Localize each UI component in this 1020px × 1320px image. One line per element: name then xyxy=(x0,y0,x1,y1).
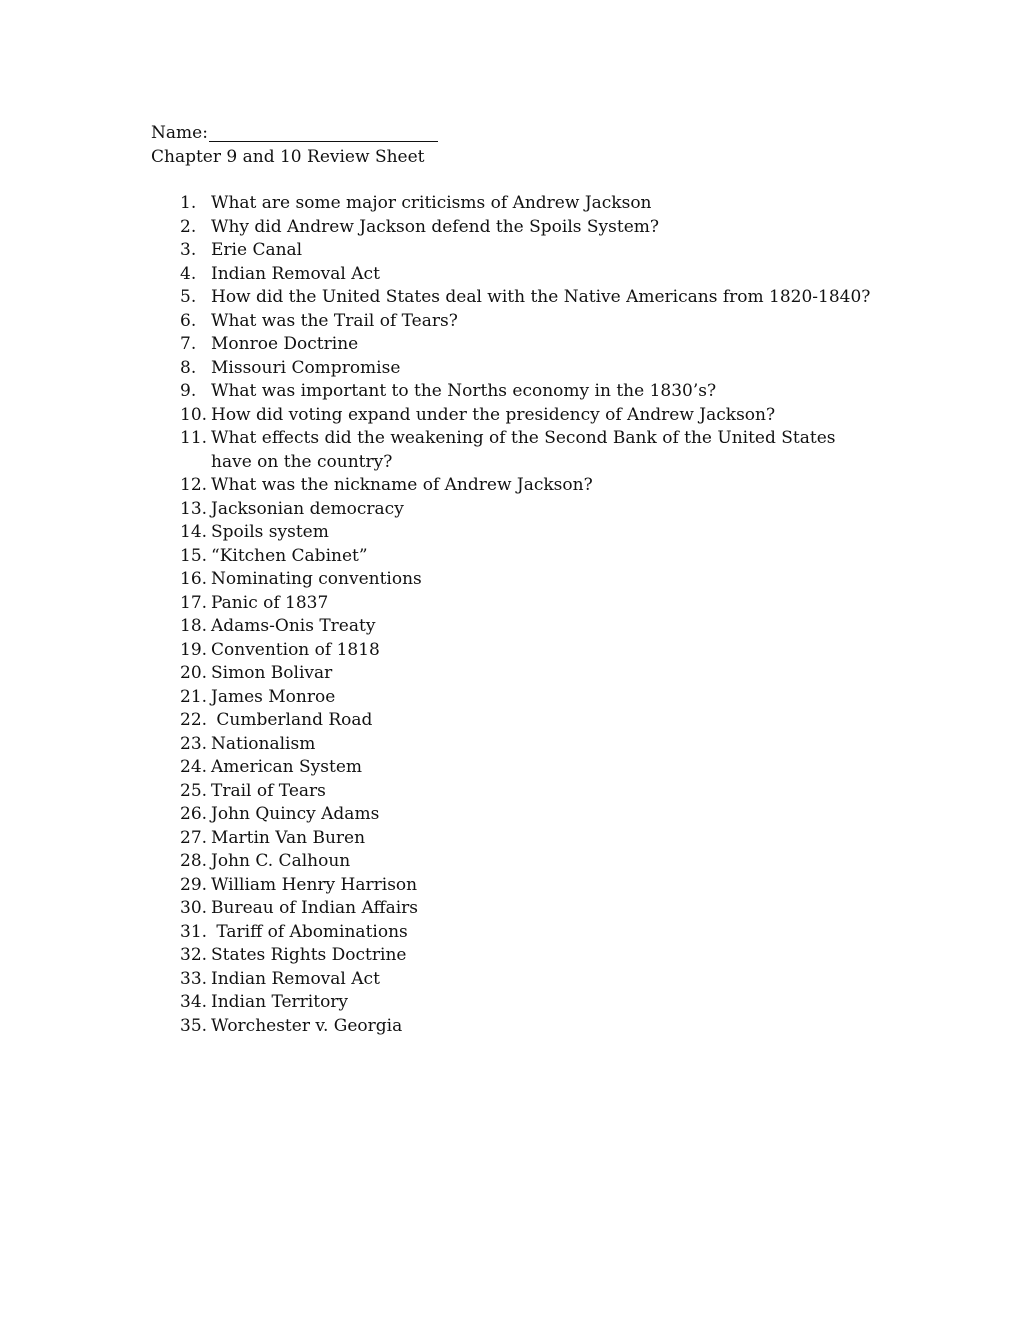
review-item-number: 24. xyxy=(180,757,208,777)
sheet-title: Chapter 9 and 10 Review Sheet xyxy=(151,147,425,167)
review-item xyxy=(180,357,880,381)
review-item-number: 27. xyxy=(180,827,208,848)
review-item xyxy=(180,874,880,898)
review-item xyxy=(180,897,880,921)
review-item-number: 30. xyxy=(180,898,208,918)
review-item xyxy=(180,404,880,428)
review-item-number: 8. xyxy=(180,357,197,378)
review-item-text: John Quincy Adams xyxy=(211,804,380,824)
review-item-text: How did the United States deal with the Native Americans from 1820-1840? xyxy=(211,287,871,307)
review-item-text: American System xyxy=(211,757,363,777)
review-item-text: Adams-Onis Treaty xyxy=(211,616,376,636)
review-item xyxy=(180,639,880,663)
review-item-number: 29. xyxy=(180,874,208,895)
review-item xyxy=(180,921,880,945)
review-item-text: John C. Calhoun xyxy=(211,851,351,871)
review-item xyxy=(180,733,880,757)
review-item xyxy=(180,521,880,545)
review-item-number: 20. xyxy=(180,663,208,683)
review-item xyxy=(180,850,880,874)
review-item-text: What effects did the weakening of the Second Bank of the United States have on the country? xyxy=(211,428,841,472)
review-item-text: William Henry Harrison xyxy=(211,874,418,895)
review-item xyxy=(180,263,880,287)
review-item-text: Panic of 1837 xyxy=(211,592,329,613)
review-item-text: Convention of 1818 xyxy=(211,639,380,660)
review-item xyxy=(180,827,880,851)
review-item-number: 1. xyxy=(180,193,197,213)
review-item xyxy=(180,192,880,216)
review-item-number: 14. xyxy=(180,522,208,542)
review-item xyxy=(180,780,880,804)
review-item xyxy=(180,286,880,310)
review-item-text: Simon Bolivar xyxy=(211,663,333,683)
review-item-text: Bureau of Indian Affairs xyxy=(211,898,418,918)
review-item xyxy=(180,216,880,240)
review-item-number: 3. xyxy=(180,240,197,260)
review-item-text: Monroe Doctrine xyxy=(211,334,359,354)
review-item-number: 18. xyxy=(180,616,208,636)
name-label: Name: xyxy=(151,123,208,143)
review-item-text: Jacksonian democracy xyxy=(211,498,404,519)
review-item xyxy=(180,498,880,522)
review-item xyxy=(180,991,880,1015)
review-item-text: Why did Andrew Jackson defend the Spoils System? xyxy=(211,216,660,237)
review-item xyxy=(180,803,880,827)
review-item xyxy=(180,615,880,639)
review-list xyxy=(180,192,880,1038)
review-item-number: 10. xyxy=(180,404,208,425)
review-item-number: 23. xyxy=(180,733,208,754)
review-item-text: Spoils system xyxy=(211,522,329,542)
review-item xyxy=(180,944,880,968)
review-item xyxy=(180,239,880,263)
review-item-text: Martin Van Buren xyxy=(211,827,366,848)
review-item-text: Cumberland Road xyxy=(211,710,373,730)
review-item-number: 31. xyxy=(180,921,208,942)
review-item-text: Nominating conventions xyxy=(211,569,422,589)
review-item-text: What are some major criticisms of Andrew Jackson xyxy=(211,193,652,213)
review-item-number: 12. xyxy=(180,475,208,495)
review-item-text: “Kitchen Cabinet” xyxy=(211,545,368,566)
review-item-number: 6. xyxy=(180,310,197,331)
review-item-text: Missouri Compromise xyxy=(211,357,401,378)
review-item-text: Indian Removal Act xyxy=(211,263,380,284)
review-item-text: Tariff of Abominations xyxy=(211,921,408,942)
review-item-text: Trail of Tears xyxy=(211,780,326,801)
review-item xyxy=(180,545,880,569)
name-field xyxy=(151,121,438,145)
review-item xyxy=(180,662,880,686)
review-item xyxy=(180,474,880,498)
review-item-text: Indian Removal Act xyxy=(211,968,380,989)
review-item-number: 19. xyxy=(180,639,208,660)
review-item xyxy=(180,709,880,733)
review-item-number: 34. xyxy=(180,992,208,1012)
review-item-text: Erie Canal xyxy=(211,240,303,260)
review-item-text: Worchester v. Georgia xyxy=(211,1015,403,1036)
review-item xyxy=(180,380,880,404)
review-item-number: 15. xyxy=(180,545,208,566)
review-item-text: Nationalism xyxy=(211,733,316,754)
review-item xyxy=(180,427,880,474)
review-item-number: 22. xyxy=(180,710,208,730)
review-item-number: 2. xyxy=(180,216,197,237)
review-item-number: 4. xyxy=(180,263,197,284)
review-item-number: 21. xyxy=(180,686,208,707)
review-item-text: States Rights Doctrine xyxy=(211,945,407,965)
review-item-text: What was the nickname of Andrew Jackson? xyxy=(211,475,593,495)
review-item-number: 33. xyxy=(180,968,208,989)
review-item xyxy=(180,568,880,592)
review-item xyxy=(180,333,880,357)
review-item-number: 35. xyxy=(180,1015,208,1036)
review-item-number: 17. xyxy=(180,592,208,613)
review-item-number: 7. xyxy=(180,334,197,354)
review-item-number: 5. xyxy=(180,287,197,307)
review-item-number: 9. xyxy=(180,381,197,401)
review-item-number: 16. xyxy=(180,569,208,589)
review-item-text: How did voting expand under the presidency of Andrew Jackson? xyxy=(211,404,776,425)
name-blank-line xyxy=(209,123,438,142)
review-item-number: 25. xyxy=(180,780,208,801)
review-item xyxy=(180,968,880,992)
review-item-text: Indian Territory xyxy=(211,992,349,1012)
review-item xyxy=(180,592,880,616)
review-item-text: What was the Trail of Tears? xyxy=(211,310,458,331)
review-item-text: James Monroe xyxy=(211,686,336,707)
review-item xyxy=(180,1015,880,1039)
review-item xyxy=(180,756,880,780)
review-item xyxy=(180,686,880,710)
review-item-number: 28. xyxy=(180,851,208,871)
review-item-text: What was important to the Norths economy in the 1830’s? xyxy=(211,381,717,401)
document-header xyxy=(151,121,438,169)
review-item-number: 32. xyxy=(180,945,208,965)
review-item-number: 13. xyxy=(180,498,208,519)
review-item-number: 11. xyxy=(180,428,208,448)
review-item xyxy=(180,310,880,334)
review-item-number: 26. xyxy=(180,804,208,824)
